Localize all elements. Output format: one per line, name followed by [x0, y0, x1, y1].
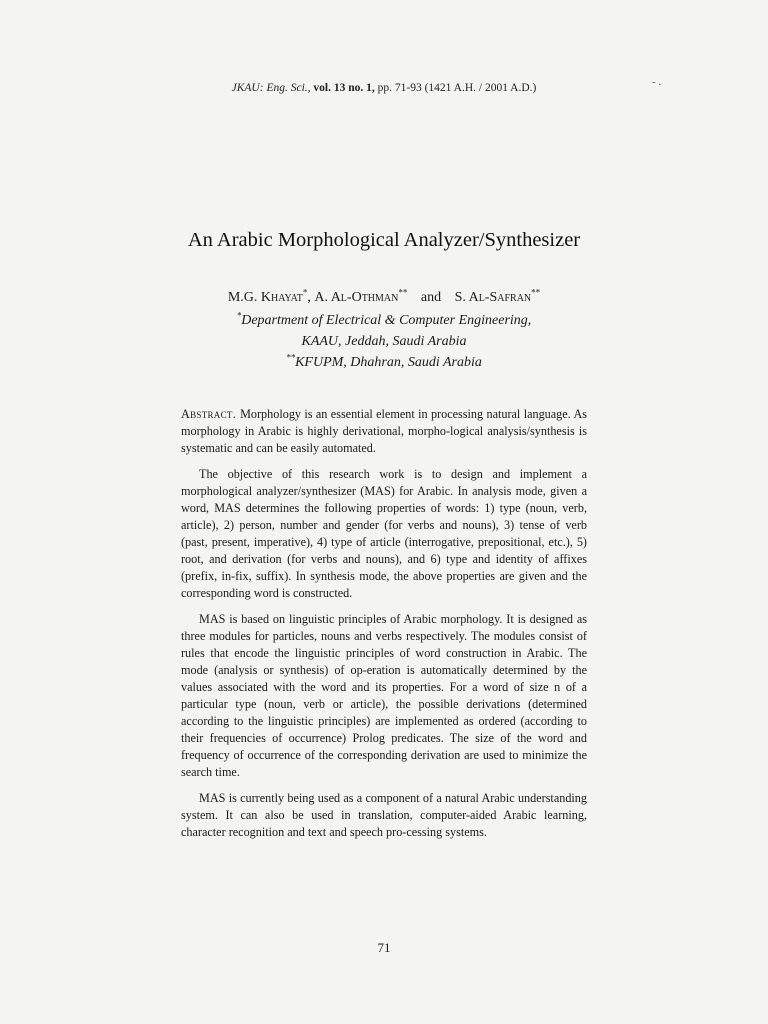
abstract-body	[181, 406, 587, 850]
body-paragraph: The objective of this research work is to design and implement a morphological analyzer/synthesizer (MAS) for Arabic. In analysis mode, given a word, MAS determines the following properties of words: 1) type (noun, verb, article), 2) person, number and gender (for verbs and nouns), 3) tense of verb (past, present, imperative), 4) type of article (interrogative, prepositional, etc.), 5) root, and derivation (for verbs and nouns), and 6) type and identity of affixes (prefix, in-fix, suffix). In synthesis mode, the above properties are given and the corresponding word is constructed.	[181, 467, 587, 600]
journal-volume: vol. 13 no. 1,	[313, 82, 375, 94]
author-line	[0, 287, 768, 306]
author-mark: **	[531, 287, 541, 298]
author-name: S. Al-Safran	[454, 290, 532, 305]
abstract-paragraph	[181, 406, 587, 457]
affiliation-text: KFUPM, Dhahran, Saudi Arabia	[295, 355, 482, 370]
page-number: 71	[377, 940, 391, 955]
corner-mark: - .	[652, 76, 662, 88]
affiliation-mark: **	[286, 352, 296, 363]
author-separator: ,	[307, 290, 311, 305]
affiliation-mark: *	[236, 310, 242, 321]
affiliation-text: KAAU, Jeddah, Saudi Arabia	[301, 334, 467, 349]
author-name: A. Al-Othman	[314, 290, 399, 305]
author-mark: **	[398, 287, 408, 298]
author-and: and	[420, 290, 442, 305]
affiliation-line	[0, 352, 768, 373]
affiliation-line	[0, 331, 768, 352]
paragraph-text: Morphology is an essential element in processing natural language. As morphology in Arabic is highly derivational, morpho-logical analysis/synthesis is systematic and can be easily automated.	[181, 407, 587, 455]
affiliation-text: Department of Electrical & Computer Engineering,	[241, 313, 532, 328]
abstract-label: Abstract.	[181, 407, 237, 421]
author-name: M.G. Khayat	[227, 290, 303, 305]
body-paragraph: MAS is based on linguistic principles of Arabic morphology. It is designed as three modules for particles, nouns and verbs respectively. The modules consist of rules that encode the linguistic principles of word construction in Arabic. The mode (analysis or synthesis) of op-eration is automatically determined by the values associated with the word and its properties. For a word of size n of a particular type (noun, verb or article), the possible derivations (determined according to the linguistic principles) are implemented as ordered (according to their frequencies of occurrence) Prolog predicates. The size of the word and frequency of occurrence of the corresponding derivation are used to minimize the search time.	[181, 612, 587, 779]
author-mark: *	[302, 287, 308, 298]
body-paragraph: MAS is currently being used as a component of a natural Arabic understanding system. It can also be used in translation, computer-aided Arabic learning, character recognition and text and speech pro-cessing systems.	[181, 791, 587, 839]
affiliation-line	[0, 310, 768, 331]
journal-name: JKAU:	[231, 82, 264, 94]
journal-pages: pp. 71-93 (1421 A.H. / 2001 A.D.)	[377, 82, 537, 94]
journal-series: Eng. Sci.,	[266, 82, 311, 94]
paper-title: An Arabic Morphological Analyzer/Synthesizer	[187, 229, 581, 251]
